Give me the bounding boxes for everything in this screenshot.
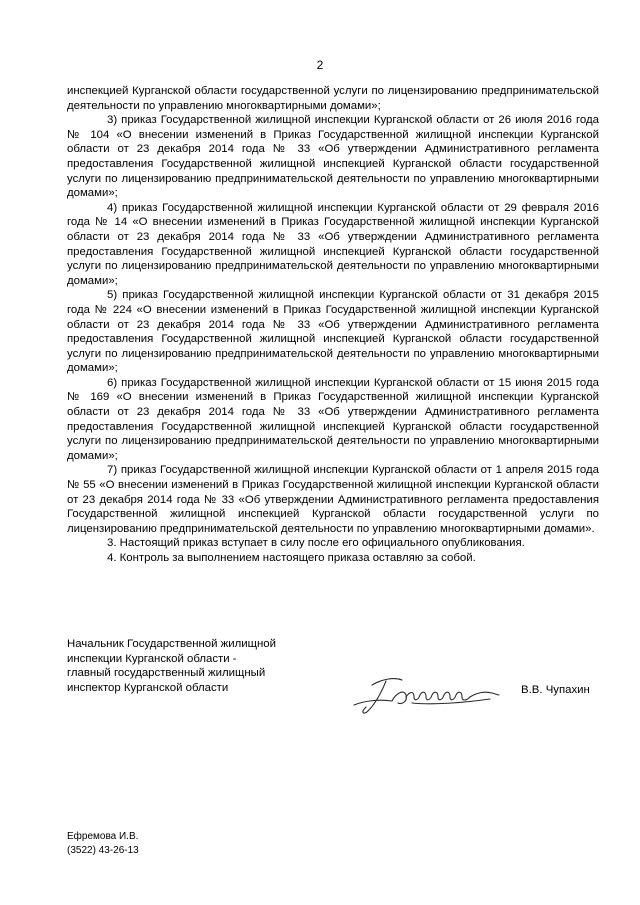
executor-name: Ефремова И.В. xyxy=(67,831,139,842)
paragraph-item-6: 6) приказ Государственной жилищной инспекции Курганской области от 15 июня 2015 года № 169 «О внесении изменений в Приказ Государственной жилищной инспекции Курганской области от 23 декабря 2014 года № 33 «Об утверждении Административного регламента предоставления Государственной жилищной инспекцией Курганской области государственной услуги по лицензированию предпринимательской деятельности по управлению многоквартирными домами»; xyxy=(67,376,599,462)
paragraph-item-5: 5) приказ Государственной жилищной инспекции Курганской области от 31 декабря 2015 года № 224 «О внесении изменений в Приказ Государственной жилищной инспекции Курганской области от 23 декабря 2014 года № 33 «Об утверждении Административного регламента предоставления Государственной жилищной инспекцией Курганской области государственной услуги по лицензированию предпринимательской деятельности по управлению многоквартирными домами»; xyxy=(67,289,599,375)
executor-phone: (3522) 43-26-13 xyxy=(67,844,139,856)
signatory-title-line: инспекции Курганской области - xyxy=(67,652,237,665)
document-body xyxy=(67,84,599,566)
page-number: 2 xyxy=(316,58,324,72)
handwritten-signature xyxy=(352,671,500,717)
paragraph-item-4: 4) приказ Государственной жилищной инспекции Курганской области от 29 февраля 2016 года № 14 «О внесении изменений в Приказ Государственной жилищной инспекции Курганской области от 23 декабря 2014 года № 33 «Об утверждении Административного регламента предоставления Государственной жилищной инспекцией Курганской области государственной услуги по лицензированию предпринимательской деятельности по управлению многоквартирными домами»; xyxy=(67,201,599,287)
paragraph-clause-4: 4. Контроль за выполнением настоящего приказа оставляю за собой. xyxy=(107,552,476,564)
paragraph-item-7: 7) приказ Государственной жилищной инспекции Курганской области от 1 апреля 2015 года № 55 «О внесении изменений в Приказ Государственной жилищной инспекции Курганской области от 23 декабря 2014 года № 33 «Об утверждении Административного регламента предоставления Государственной жилищной инспекцией Курганской области государственной услуги по лицензированию предпринимательской деятельности по управлению многоквартирными домами». xyxy=(67,464,599,535)
signer-name: В.В. Чупахин xyxy=(521,684,590,696)
executor-info xyxy=(67,830,139,857)
signatory-title-line: Начальник Государственной жилищной xyxy=(67,638,276,650)
signatory-title-line: главный государственный жилищный xyxy=(67,667,266,680)
signatory-title xyxy=(67,637,276,695)
signatory-title-line: инспектор Курганской области xyxy=(67,681,229,694)
paragraph-item-3: 3) приказ Государственной жилищной инспекции Курганской области от 26 июля 2016 года № 104 «О внесении изменений в Приказ Государственной жилищной инспекции Курганской области от 23 декабря 2014 года № 33 «Об утверждении Административного регламента предоставления Государственной жилищной инспекцией Курганской области государственной услуги по лицензированию предпринимательской деятельности по управлению многоквартирными домами»; xyxy=(67,114,599,200)
paragraph-clause-3: 3. Настоящий приказ вступает в силу после его официального опубликования. xyxy=(107,537,525,550)
paragraph-continuation: инспекцией Курганской области государственной услуги по лицензированию предпринимательской деятельности по управлению многоквартирными домами»; xyxy=(67,85,599,112)
